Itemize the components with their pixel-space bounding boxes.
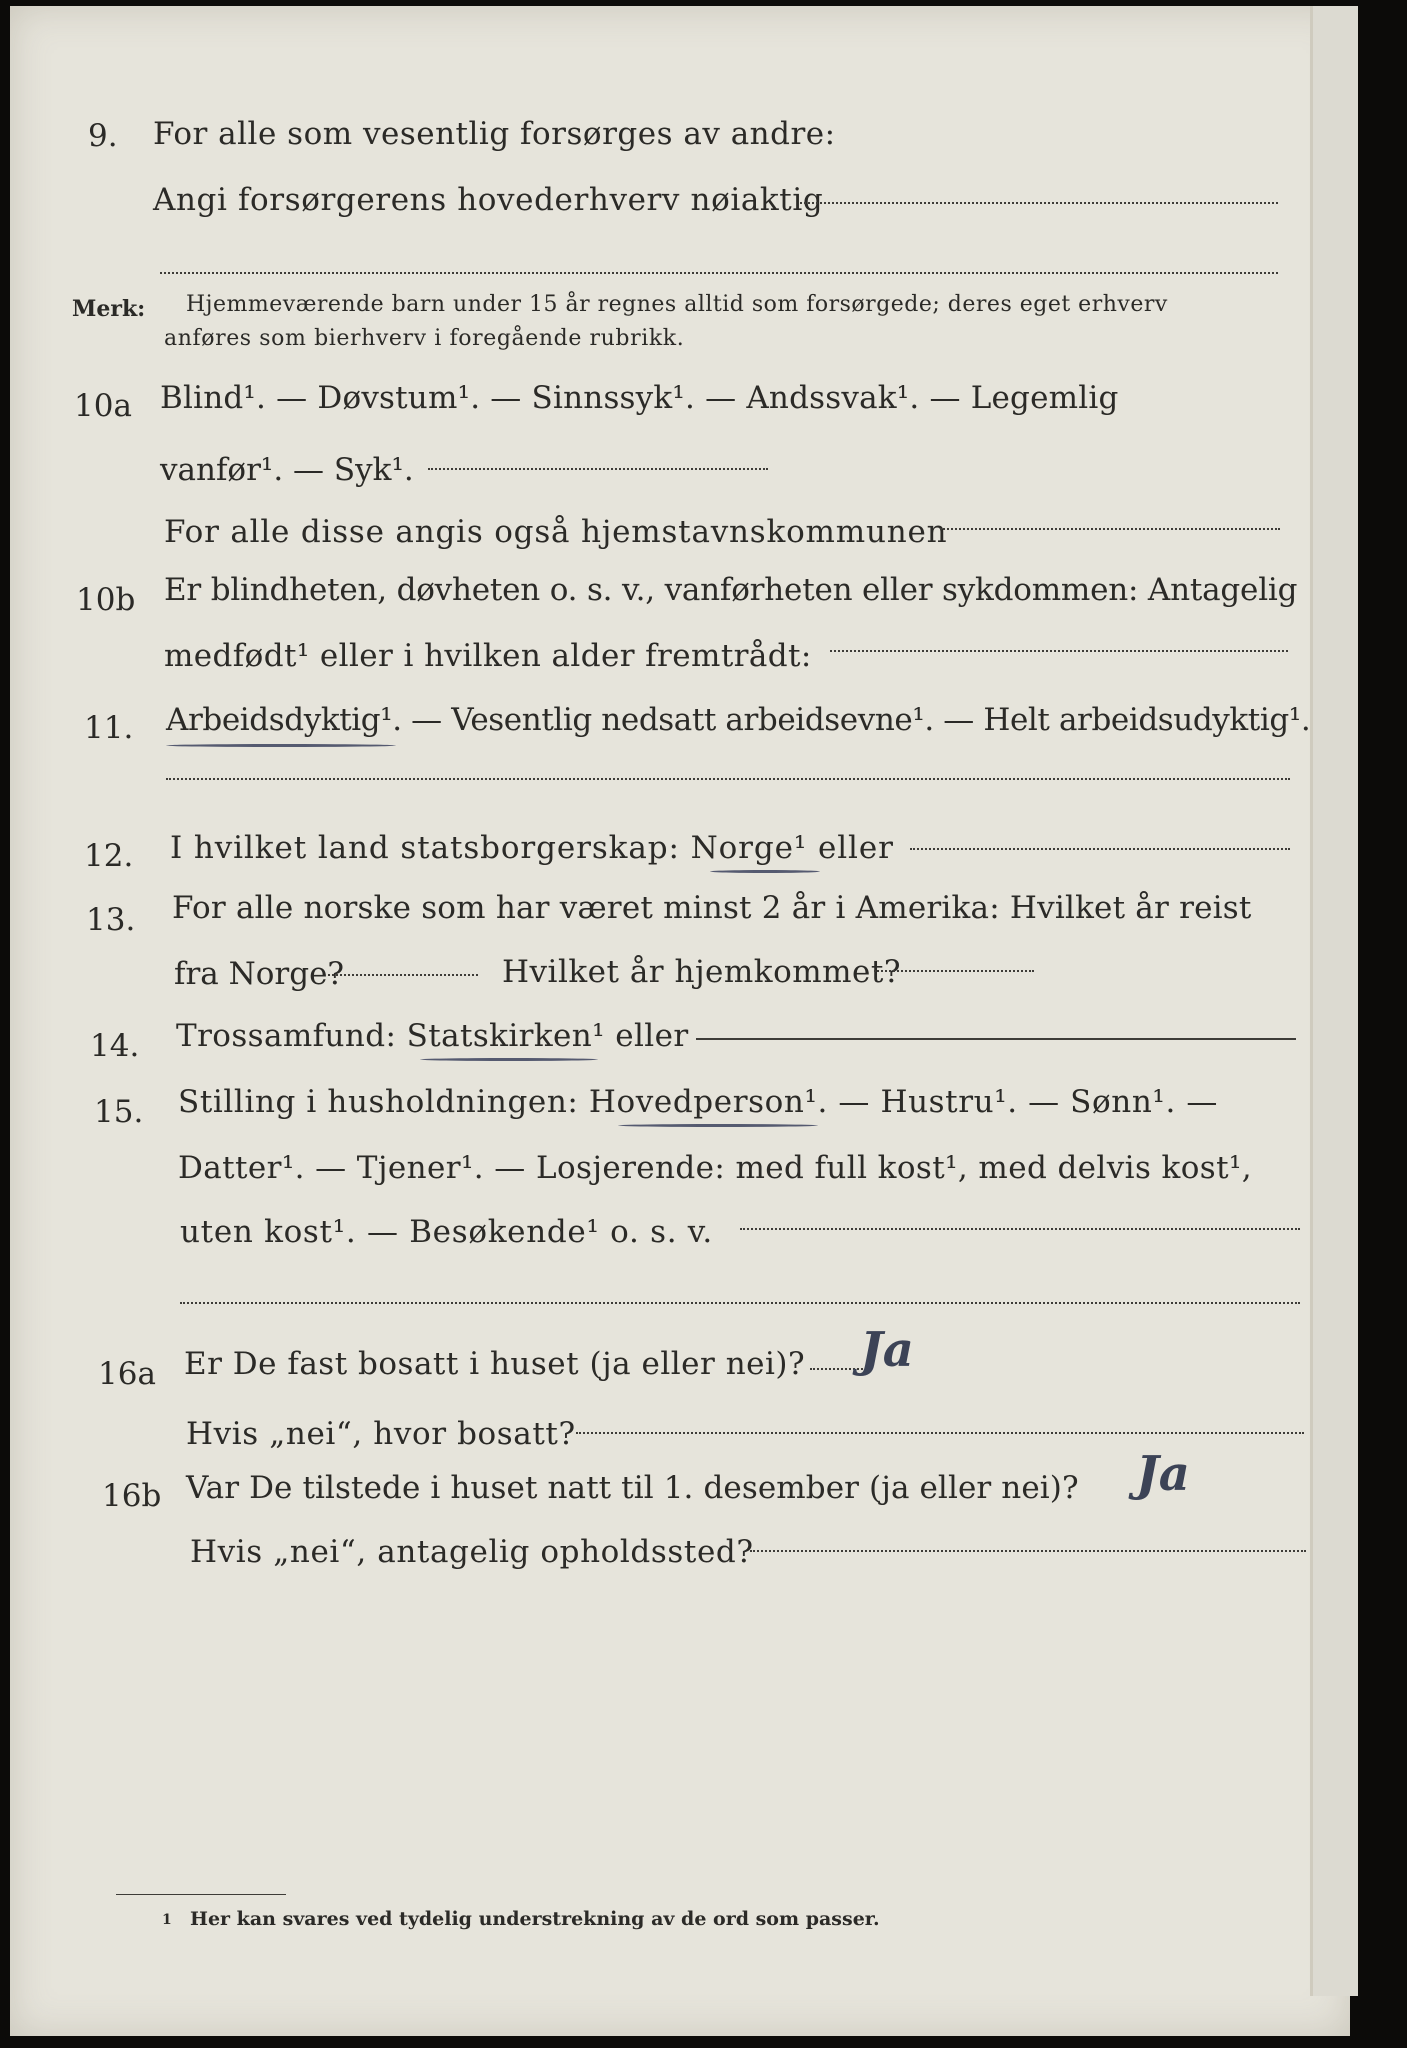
q14-denomination-field[interactable]	[696, 1038, 1296, 1040]
q12-underline-marking	[710, 870, 820, 873]
q13-return-year-field[interactable]	[874, 970, 1034, 972]
q15-line1: Stilling i husholdningen: Hovedperson¹. — Hustru¹. — Sønn¹. —	[178, 1084, 1218, 1120]
q10b-line2: medfødt¹ eller i hvilken alder fremtrådt:	[164, 638, 812, 674]
q11-answer-field[interactable]	[166, 778, 1290, 780]
q11-line1: Arbeidsdyktig¹. — Vesentlig nedsatt arbeidsevne¹. — Helt arbeidsudyktig¹.	[166, 702, 1311, 738]
q16a-line1: Er De fast bosatt i huset (ja eller nei)?	[184, 1346, 806, 1382]
q9-line1: For alle som vesentlig forsørges av andre:	[153, 116, 836, 152]
q14-line1: Trossamfund: Statskirken¹ eller	[176, 1018, 689, 1054]
q16a-residence-field[interactable]	[576, 1432, 1304, 1434]
q9-number: 9.	[88, 118, 118, 154]
q16a-handwritten-answer[interactable]: Ja	[860, 1322, 914, 1378]
q10a-line2: vanfør¹. — Syk¹.	[160, 452, 414, 488]
q16b-line1: Var De tilstede i huset natt til 1. desember (ja eller nei)?	[186, 1470, 1079, 1506]
q15-line2: Datter¹. — Tjener¹. — Losjerende: med full kost¹, med delvis kost¹,	[178, 1150, 1253, 1186]
q16b-line2: Hvis „nei“, antagelig opholdssted?	[190, 1534, 754, 1570]
q13-left-year-field[interactable]	[328, 974, 478, 976]
q15-answer-field-2[interactable]	[180, 1302, 1300, 1304]
q16a-number: 16a	[98, 1356, 156, 1392]
footnote-mark: 1	[162, 1912, 172, 1928]
q10b-line1: Er blindheten, døvheten o. s. v., vanførheten eller sykdommen: Antagelig	[164, 572, 1298, 608]
q14-number: 14.	[90, 1028, 140, 1064]
q12-country-field[interactable]	[910, 848, 1290, 850]
q10a-line3: For alle disse angis også hjemstavnskommunen	[164, 514, 948, 550]
q15-number: 15.	[94, 1094, 144, 1130]
q9-answer-field-2[interactable]	[160, 272, 1278, 274]
q14-underline-marking	[420, 1058, 598, 1061]
census-form-page	[10, 6, 1350, 2036]
q11-underline-marking	[166, 744, 396, 747]
q9-answer-field[interactable]	[800, 202, 1278, 204]
merk-line2: anføres som bierhverv i foregående rubrikk.	[164, 326, 685, 351]
q11-number: 11.	[84, 710, 134, 746]
q13-line1: For alle norske som har været minst 2 år i Amerika: Hvilket år reist	[172, 890, 1252, 926]
q16b-stay-field[interactable]	[750, 1550, 1306, 1552]
q10a-line1: Blind¹. — Døvstum¹. — Sinnssyk¹. — Andssvak¹. — Legemlig	[160, 380, 1119, 416]
q15-line3: uten kost¹. — Besøkende¹ o. s. v.	[180, 1214, 713, 1250]
q10b-age-field[interactable]	[830, 650, 1288, 652]
q13-line2b: Hvilket år hjemkommet?	[502, 954, 901, 990]
q13-number: 13.	[86, 902, 136, 938]
q12-number: 12.	[84, 838, 134, 874]
merk-line1: Hjemmeværende barn under 15 år regnes alltid som forsørgede; deres eget erhverv	[186, 292, 1168, 317]
q13-line2a: fra Norge?	[174, 956, 345, 992]
q9-line2: Angi forsørgerens hovederhverv nøiaktig	[153, 182, 824, 218]
q10b-number: 10b	[76, 582, 136, 618]
footnote-text: Her kan svares ved tydelig understrekning av de ord som passer.	[190, 1908, 880, 1930]
q16a-line2: Hvis „nei“, hvor bosatt?	[186, 1416, 576, 1452]
footnote-rule	[116, 1894, 286, 1895]
q10a-municipality-field[interactable]	[940, 528, 1280, 530]
q16b-handwritten-answer[interactable]: Ja	[1136, 1446, 1190, 1502]
q16b-number: 16b	[102, 1478, 162, 1514]
q15-underline-marking	[618, 1124, 818, 1127]
merk-label: Merk:	[72, 296, 146, 322]
q10a-sick-field[interactable]	[428, 468, 768, 470]
page-edge	[1310, 6, 1358, 1996]
q15-other-field[interactable]	[740, 1228, 1300, 1230]
q12-line1: I hvilket land statsborgerskap: Norge¹ eller	[170, 830, 894, 866]
q10a-number: 10a	[74, 388, 132, 424]
